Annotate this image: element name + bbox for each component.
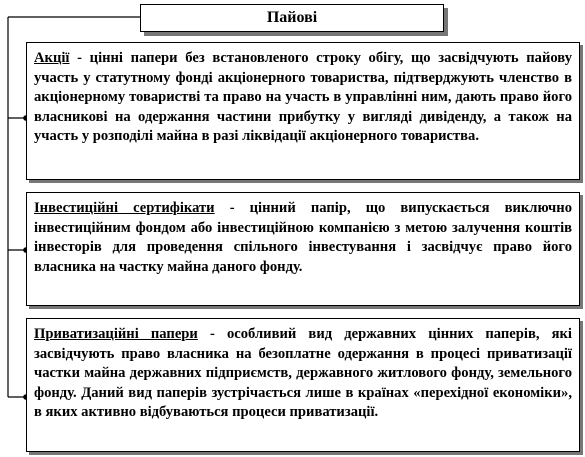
definition-investment-certificates: - цінний папір, що випускається виключно інвестиційним фондом або інвестиційною компанією з метою залучення коштів інвесторів для проведення спільного інвестування і засвідчує право його власника на частку майна даного фонду. [34,200,572,275]
definition-box-privatization-papers [26,318,580,452]
title-text: Пайові [266,9,318,26]
definition-box-shares [26,42,580,180]
definition-box-investment-certificates [26,192,580,306]
definition-shares: - цінні папери без встановленого строку обігу, що засвідчують пайову участь у статутному фонді акціонерного товариства, підтверджують членство в акціонерному товаристві та право на участь в управлінні ним, дають право його власникові на одержання частини прибутку у вигляді дивіденду, а також на участь у розподілі майна в разі ліквідації акціонерного товариства. [34,50,572,145]
term-privatization-papers: Приватизаційні папери [34,326,198,342]
definition-privatization-papers: - особливий вид державних цінних паперів, які засвідчують право власника на безоплатне одержання в процесі приватизації частки майна державних підприємств, державного житлового фонду, земельного фонду. Даний вид паперів зустрічається лише в країнах «перехідної економіки», в яких активно відбуваються процеси приватизації. [34,326,572,421]
title-box [140,4,444,32]
term-shares: Акції [34,50,70,66]
term-investment-certificates: Інвестиційні сертифікати [34,200,215,216]
